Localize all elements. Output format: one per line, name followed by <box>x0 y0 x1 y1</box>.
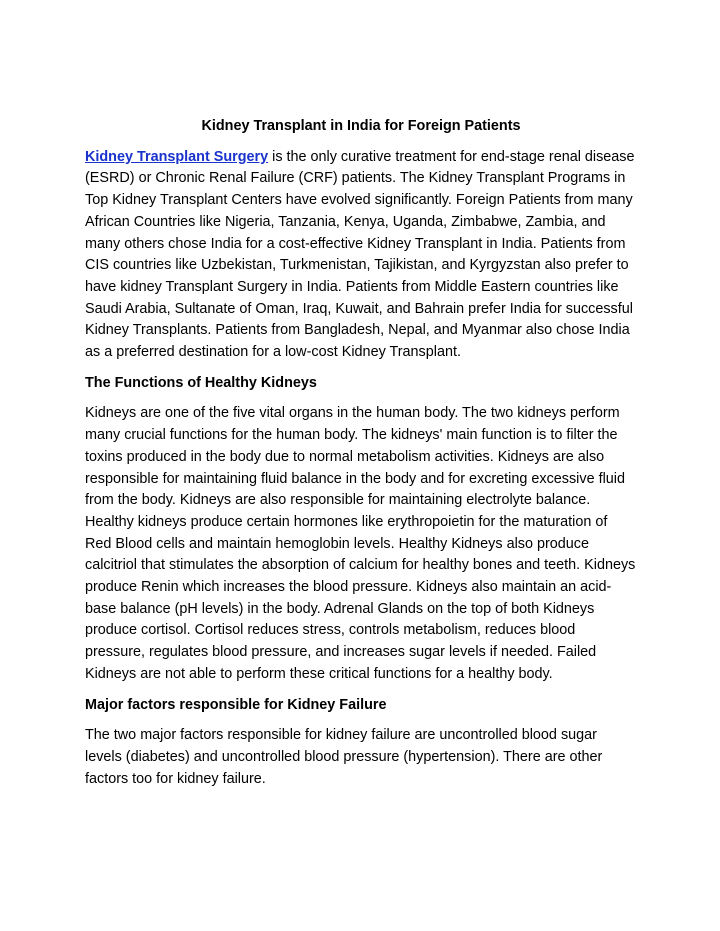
factors-paragraph: The two major factors responsible for kidney failure are uncontrolled blood sugar levels (diabetes) and uncontrolled blood pressure (hypertension). There are other factors too for kidney failure. <box>85 727 603 787</box>
document-page <box>85 116 637 799</box>
intro-paragraph <box>85 147 637 364</box>
factors-heading: Major factors responsible for Kidney Failure <box>85 696 387 713</box>
functions-paragraph: Kidneys are one of the five vital organs in the human body. The two kidneys perform many crucial functions for the human body. The kidneys' main function is to filter the toxins produced in the body due to normal metabolism activities. Kidneys are also responsible for maintaining fluid balance in the body and for excreting excessive fluid from the body. Kidneys are also responsible for maintaining electrolyte balance. Healthy kidneys produce certain hormones like erythropoietin for the maturation of Red Blood cells and maintain hemoglobin levels. Healthy Kidneys also produce calcitriol that stimulates the absorption of calcium for healthy bones and teeth. Kidneys produce Renin which increases the blood pressure. Kidneys also maintain an acid-base balance (pH levels) in the body. Adrenal Glands on the top of both Kidneys produce cortisol. Cortisol reduces stress, controls metabolism, reduces blood pressure, regulates blood pressure, and increases sugar levels if needed. Failed Kidneys are not able to perform these critical functions for a healthy body. <box>85 405 636 682</box>
intro-text: is the only curative treatment for end-stage renal disease (ESRD) or Chronic Renal Failure (CRF) patients. The Kidney Transplant Programs in Top Kidney Transplant Centers have evolved significantly. Foreign Patients from many African Countries like Nigeria, Tanzania, Kenya, Uganda, Zimbabwe, Zambia, and many others chose India for a cost-effective Kidney Transplant in India. Patients from CIS countries like Uzbekistan, Turkmenistan, Tajikistan, and Kyrgyzstan also prefer to have kidney Transplant Surgery in India. Patients from Middle Eastern countries like Saudi Arabia, Sultanate of Oman, Iraq, Kuwait, and Bahrain prefer India for successful Kidney Transplants. Patients from Bangladesh, Nepal, and Myanmar also chose India as a preferred destination for a low-cost Kidney Transplant. <box>85 148 635 361</box>
functions-heading: The Functions of Healthy Kidneys <box>85 374 317 391</box>
document-title: Kidney Transplant in India for Foreign Patients <box>201 118 521 134</box>
kidney-transplant-surgery-link[interactable]: Kidney Transplant Surgery <box>85 148 269 165</box>
